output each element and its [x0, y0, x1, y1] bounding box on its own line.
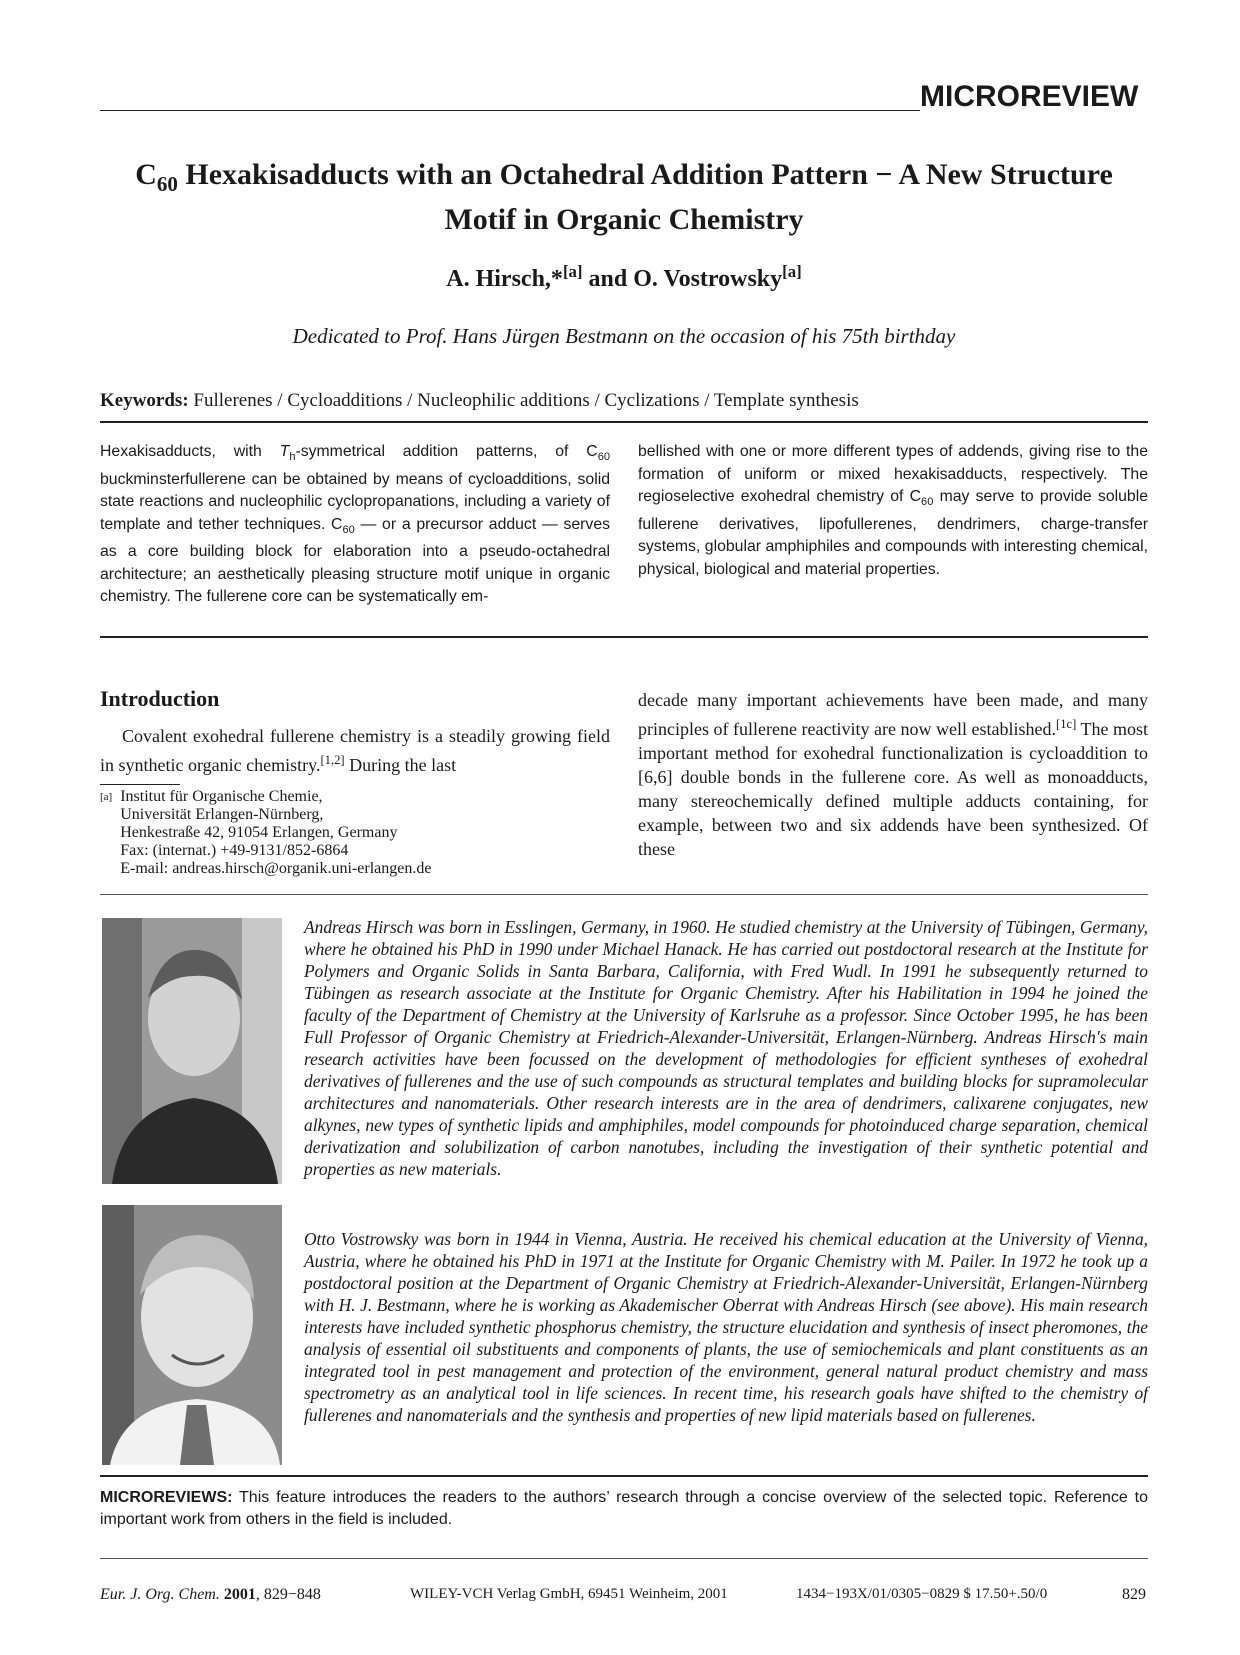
abstract-subscript: 60: [597, 451, 610, 464]
abstract-text: — or a precursor adduct — serves as a core building block for elaboration into a pseudo-octahedral architecture; an aesthetically pleasing structure motif unique in organic chemistry. The fullerene core can be systematically em-: [100, 515, 611, 606]
abstract-subscript: 60: [921, 496, 934, 509]
article-title: [100, 157, 1148, 237]
body-text: The most important method for exohedral functionalization is cycloaddition to [6,6] double bonds in the fullerene core. As well as monoadducts, many stereochemically defined multiple adducts containing, for example, between two and six addends have been synthesized. Of these: [638, 719, 1148, 859]
journal-name: Eur. J. Org. Chem.: [100, 1586, 220, 1603]
keywords-label: Keywords:: [100, 390, 189, 411]
abstract-left-column: [100, 441, 610, 609]
journal-pages: , 829−848: [255, 1586, 321, 1603]
abstract-subscript: h: [289, 451, 296, 464]
microreviews-top-rule: [100, 1475, 1148, 1477]
citation: [1,2]: [320, 753, 345, 767]
abstract-text: -symmetrical addition patterns, of C: [295, 443, 598, 460]
abstract-right-column: [638, 441, 1148, 581]
introduction-right-text: [638, 688, 1148, 861]
abstract-subscript: 60: [342, 523, 355, 536]
affiliation-line: Fax: (internat.) +49-9131/852-6864: [120, 842, 349, 859]
abstract-text: may serve to provide soluble fullerene derivatives, lipofullerenes, dendrimers, charge-transfer systems, globular amphiphiles and compounds with interesting chemical, physical, biological and material properties.: [638, 488, 1148, 578]
keywords-list: Fullerenes / Cycloadditions / Nucleophilic additions / Cyclizations / Template synthesis: [188, 390, 859, 411]
affiliation-email: E-mail: andreas.hirsch@organik.uni-erlangen.de: [120, 860, 432, 877]
author-vostrowsky: and O. Vostrowsky: [582, 266, 783, 292]
microreviews-text: This feature introduces the readers to the authors’ research through a concise overview of the selected topic. Reference to important work from others in the field is included.: [100, 1489, 1148, 1528]
body-text: decade many important achievements have been made, and many principles of fullerene reactivity are now well established.: [638, 690, 1148, 739]
journal-year: 2001: [223, 1586, 256, 1603]
issn-price: 1434−193X/01/0305−0829 $ 17.50+.50/0: [796, 1586, 1048, 1602]
microreviews-label: MICROREVIEWS:: [100, 1489, 233, 1506]
bio-otto-vostrowsky: Otto Vostrowsky was born in 1944 in Vienna, Austria. He received his chemical education at the University of Vienna, Austria, where he obtained his PhD in 1971 at the Institute for Organic Chemistry with M. Pailer. In 1972 he took up a postdoctoral position at the Department of Organic Chemistry at Friedrich-Alexander-Universität, Erlangen-Nürnberg with H. J. Bestmann, where he is working as Akademischer Oberrat with Andreas Hirsch (see above). His main research interests have included synthetic phosphorus chemistry, the structure elucidation and synthesis of insect pheromones, the analysis of essential oil substituents and components of plants, the use of semiochemicals and plant constituents as an integrated tool in pest management and protection of the environment, general natural product chemistry and mass spectrometry as an analytical tool in life sciences. In recent time, his research goals have shifted to the chemistry of fullerenes and nanomaterials and the synthesis and properties of new lipid materials based on fullerenes.: [304, 1229, 1148, 1425]
bio-andreas-hirsch: Andreas Hirsch was born in Esslingen, Germany, in 1960. He studied chemistry at the University of Tübingen, Germany, where he obtained his PhD in 1990 under Michael Hanack. He has carried out postdoctoral research at the Institute for Polymers and Organic Solids in Santa Barbara, California, with Fred Wudl. In 1991 he subsequently returned to Tübingen as research associate at the Institute for Organic Chemistry. After his Habilitation in 1994 he joined the faculty of the Department of Chemistry at the University of Karlsruhe as a professor. Since October 1995, he has been Full Professor of Organic Chemistry at Friedrich-Alexander-Universität, Erlangen-Nürnberg. Andreas Hirsch's main research activities have been focussed on the development of methodologies for efficient syntheses of exohedral derivatives of fullerenes and the use of such compounds as structural templates and building blocks for supramolecular architectures and nanomaterials. Other research interests are in the area of dendrimers, calixarene conjugates, new alkynes, new types of synthetic lipids and amphiphiles, model compounds for photoinduced charge separation, chemical derivatization and solubilization of carbon nanotubes, including the investigation of their synthetic potential and properties as new materials.: [304, 917, 1148, 1179]
abstract-text: Hexakisadducts, with: [100, 443, 280, 460]
dedication: Dedicated to Prof. Hans Jürgen Bestmann on the occasion of his 75th birthday: [292, 324, 956, 348]
abstract-text: bellished with one or more different types of addends, giving rise to the formation of uniform or mixed hexakisadducts, respectively. The regioselective exohedral chemistry of C: [638, 443, 1148, 505]
photo-otto-vostrowsky: [102, 1205, 282, 1465]
bio-top-rule: [100, 894, 1148, 895]
body-text: Covalent exohedral fullerene chemistry is a steadily growing field in synthetic organic chemistry.: [100, 726, 610, 775]
title-text: Hexakisadducts with an Octahedral Addition Pattern − A New Structure Motif in Organic Chemistry: [177, 158, 1113, 236]
microreviews-note: [100, 1487, 1148, 1531]
keywords: [100, 390, 859, 412]
page-number: 829: [1122, 1586, 1146, 1603]
author-mark-a: [a]: [562, 262, 583, 281]
title-c: C: [135, 158, 157, 191]
footnote-rule: [100, 784, 180, 785]
abstract-top-rule: [100, 421, 1148, 423]
introduction-heading: Introduction: [100, 686, 220, 711]
photo-andreas-hirsch: [102, 918, 282, 1184]
abstract-text: buckminsterfullerene can be obtained by means of cycloadditions, solid state reactions and nucleophilic cyclopropanations, including a variety of template and tether techniques. C: [100, 470, 610, 533]
affiliation-line: Institut für Organische Chemie,: [120, 788, 323, 805]
section-label: MICROREVIEW: [920, 80, 1139, 113]
author-line: [100, 262, 1148, 293]
affiliation-line: Universität Erlangen-Nürnberg,: [120, 806, 324, 823]
author-mark-b: [a]: [782, 262, 802, 281]
title-subscript: 60: [156, 172, 178, 196]
author-hirsch: A. Hirsch,*: [446, 266, 563, 292]
publisher: WILEY-VCH Verlag GmbH, 69451 Weinheim, 2001: [410, 1586, 728, 1602]
introduction-left-text: [100, 724, 610, 777]
abstract-bottom-rule: [100, 636, 1148, 638]
affiliation-footnote: [100, 788, 431, 878]
header-rule: [100, 110, 920, 111]
body-text: During the last: [344, 755, 457, 775]
affiliation-mark: [a]: [100, 791, 113, 803]
affiliation-line: Henkestraße 42, 91054 Erlangen, Germany: [120, 824, 398, 841]
citation: [1c]: [1056, 717, 1077, 731]
journal-citation: [100, 1586, 321, 1604]
footer-rule: [100, 1558, 1148, 1559]
abstract-symbol: T: [279, 443, 290, 460]
